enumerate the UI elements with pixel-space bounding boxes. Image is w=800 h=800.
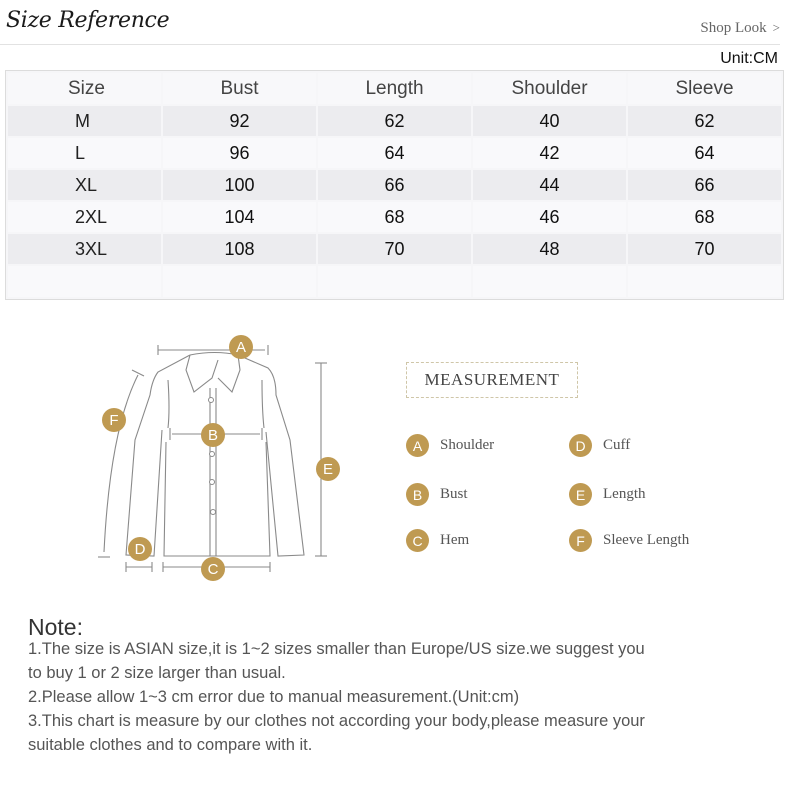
- badge-f: F: [102, 408, 126, 432]
- legend-label: Cuff: [603, 437, 631, 453]
- badge-e-icon: E: [569, 483, 592, 506]
- legend-label: Sleeve Length: [603, 532, 690, 548]
- cell-shoulder: 46: [473, 202, 626, 232]
- badge-f-icon: F: [569, 529, 592, 552]
- col-header-length: Length: [318, 73, 471, 104]
- table-row: [8, 202, 781, 232]
- shirt-diagram: [90, 320, 360, 590]
- cell-shoulder: 44: [473, 170, 626, 200]
- shop-look-link[interactable]: [700, 20, 780, 37]
- table-row-empty: [8, 266, 781, 297]
- cell-bust: 100: [163, 170, 316, 200]
- badge-e: E: [316, 457, 340, 481]
- cell-sleeve: 64: [628, 138, 781, 168]
- legend-item-shoulder: [406, 434, 494, 457]
- note-line: 3.This chart is measure by our clothes not according your body,please measure your: [28, 712, 645, 730]
- cell-sleeve: 70: [628, 234, 781, 264]
- legend-label: Hem: [440, 532, 470, 548]
- table-header-row: [8, 73, 781, 104]
- col-header-size: Size: [8, 73, 161, 104]
- cell-sleeve: 68: [628, 202, 781, 232]
- badge-b: B: [201, 423, 225, 447]
- badge-c-icon: C: [406, 529, 429, 552]
- cell-size: 3XL: [8, 234, 161, 264]
- measurement-title: MEASUREMENT: [406, 362, 578, 398]
- cell-length: 62: [318, 106, 471, 136]
- cell-sleeve: 66: [628, 170, 781, 200]
- legend-item-hem: [406, 529, 469, 552]
- size-table: [5, 70, 784, 300]
- legend-label: Length: [603, 486, 646, 502]
- note-line: 1.The size is ASIAN size,it is 1~2 sizes smaller than Europe/US size.we suggest you: [28, 640, 645, 658]
- col-header-bust: Bust: [163, 73, 316, 104]
- legend-item-sleeve-length: [569, 529, 689, 552]
- legend-label: Shoulder: [440, 437, 495, 453]
- cell-bust: 92: [163, 106, 316, 136]
- chevron-right-icon: >: [772, 20, 780, 35]
- cell-size: 2XL: [8, 202, 161, 232]
- legend-item-cuff: [569, 434, 630, 457]
- table-row: [8, 106, 781, 136]
- note-line: 2.Please allow 1~3 cm error due to manual measurement.(Unit:cm): [28, 688, 520, 706]
- badge-d-icon: D: [569, 434, 592, 457]
- table-row: [8, 234, 781, 264]
- badge-d: D: [128, 537, 152, 561]
- legend-item-bust: [406, 483, 468, 506]
- legend-label: Bust: [440, 486, 468, 502]
- cell-bust: 104: [163, 202, 316, 232]
- note-title: Note:: [28, 614, 83, 640]
- table-row: [8, 138, 781, 168]
- cell-shoulder: 42: [473, 138, 626, 168]
- cell-empty: [8, 266, 161, 297]
- cell-size: L: [8, 138, 161, 168]
- cell-length: 66: [318, 170, 471, 200]
- header-divider: [0, 44, 780, 45]
- cell-length: 68: [318, 202, 471, 232]
- cell-size: M: [8, 106, 161, 136]
- table-row: [8, 170, 781, 200]
- cell-size: XL: [8, 170, 161, 200]
- cell-empty: [163, 266, 316, 297]
- note-line: to buy 1 or 2 size larger than usual.: [28, 664, 286, 682]
- badge-b-icon: B: [406, 483, 429, 506]
- badge-c: C: [201, 557, 225, 581]
- cell-length: 64: [318, 138, 471, 168]
- col-header-sleeve: Sleeve: [628, 73, 781, 104]
- unit-label: Unit:CM: [720, 50, 778, 67]
- cell-sleeve: 62: [628, 106, 781, 136]
- col-header-shoulder: Shoulder: [473, 73, 626, 104]
- cell-empty: [473, 266, 626, 297]
- cell-bust: 108: [163, 234, 316, 264]
- cell-length: 70: [318, 234, 471, 264]
- cell-shoulder: 48: [473, 234, 626, 264]
- shop-look-label: Shop Look: [700, 20, 767, 36]
- note-line: suitable clothes and to compare with it.: [28, 736, 313, 754]
- cell-bust: 96: [163, 138, 316, 168]
- badge-a: A: [229, 335, 253, 359]
- cell-empty: [628, 266, 781, 297]
- legend-item-length: [569, 483, 646, 506]
- cell-empty: [318, 266, 471, 297]
- page-title: Size Reference: [6, 8, 170, 33]
- cell-shoulder: 40: [473, 106, 626, 136]
- badge-a-icon: A: [406, 434, 429, 457]
